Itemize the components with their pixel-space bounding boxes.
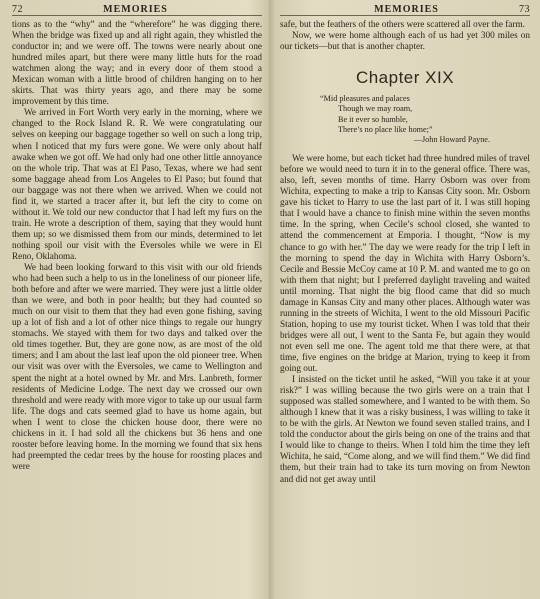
poem-line: “Mid pleasures and palaces <box>320 94 410 104</box>
paragraph: Now, we were home although each of us had yet 300 miles on our tickets—but that is another chapter. <box>280 30 530 52</box>
right-page-number: 73 <box>518 4 530 15</box>
poem-attribution: —John Howard Payne. <box>413 134 490 144</box>
paragraph: safe, but the feathers of the others were scattered all over the farm. <box>280 19 525 29</box>
paragraph: I insisted on the ticket until he asked, “Will you take it at your risk?” I was willing because the two girls were on a train that I supposed was stalled somewhere, and I wanted to be with them. So although I knew that it was a risky business, I was willing to take it to be with the girls. At Newton we found seven stalled trains, and I told the conductor about the girls being on one of the trains and that I would like to change to theirs. When I told him the time they left Wichita, he said, “Come along, and we will find them.” We did find them, but their train had to take its turn moving on from Newton and did not get away until <box>280 374 530 484</box>
poem-line: There’s no place like home;” <box>338 124 433 134</box>
right-running-head: MEMORIES <box>374 4 439 15</box>
paragraph: We were home, but each ticket had three hundred miles of travel before we would need to turn it in to the general office. There was, also, left, seven months of time. Harry Osborn was over from Wichita, expecting to make a trip to Kansas City soon. Mr. Osborn gave his ticket to Harry to use the last part of it. I was still hoping that I would have a chance to finish mine within the seven months time. In the spring, when Cecile’s school closed, she wanted to attend the commencement at Emporia. I thought, “Now is my chance to go with her.” The day we were ready for the trip I left in the morning to spend the day in Wichita with Harry Osborn’s. Cecile and Bessie McCoy came at 10 P. M. and wanted me to go on with them that night; but I preferred daylight traveling and waited until morning. That night the big flood came that did so much damage in Kansas City and many other places. Although water was running in the streets of Wichita, I went to the old Missouri Pacific Station, hoping to use my tourist ticket. When I was told that their bridges were all out, I went to the Santa Fe, but again they would not even sell me one. The agent told me that there were, at that time, five engines on the bridge at Marion, trying to keep it from going out. <box>280 153 530 374</box>
poem-line: Though we may roam, <box>338 104 413 114</box>
right-page <box>270 0 540 599</box>
left-running-head: MEMORIES <box>103 4 168 15</box>
chapter-heading: Chapter XIX <box>355 68 455 88</box>
paragraph: We had been looking forward to this visit with our old friends who had been such a help to us in the loneliness of our pioneer life, both before and after we were married. They were just a little older than we were, and both in poor health; but they had counted so much on our visit to them that they had even gone fishing, saving up a lot of fish and a lot of other nice things to regale our hungry stomachs. We stayed with them for two days and talked over the old times together. But, they are gone now, as are most of the old timers; and I am about the last leaf upon the old pioneer tree. When our visit was over with the Eversoles, we came to Wellington and spent the night at a hotel owned by Mr. and Mrs. Lanbreth, former residents of Medicine Lodge. The next day we crossed our own threshold and were ready with more vigor to take up our usual farm life. The dogs and cats seemed glad to have us home again, but when I went to close the chicken house door, there were no chickens in it. I had sold all the chickens but 36 hens and one rooster before leaving home. In the morning we found that six hens had preempted the cedar trees by the house for roosting places and were <box>12 262 262 471</box>
left-page-number: 72 <box>12 4 23 15</box>
paragraph: We arrived in Fort Worth very early in the morning, where we changed to the Rock Island R. R. We were congratulating our selves on keeping our baggage together so well on such a long trip, when I noticed that my furs were gone. We were only about half awake when we got off. We had only had one other little annoyance on the whole trip. That was at El Paso, Texas, where we had sent some baggage ahead from Los Angeles to El Paso; but found that our baggage was not there when we arrived. When we could not find it, we started a tracer after it, but left the city to come on without it. We told our new conductor that I had left my furs on the train. He wrote a description of them, saying that they would hunt them up; so we dismissed them from our minds, determined to let nothing spoil our visit with the Eversoles while we were in El Reno, Oklahoma. <box>12 107 262 261</box>
paragraph: tions as to the “why” and the “wherefore” he was digging there. When the bridge was fixed up and all right again, they whistled the conductor in; and we were off. The towns were nearly about one hundred miles apart, but there were many little huts for the road watchmen along the way; and in every door of them stood a Mexican woman with a little brood of children hanging on to her skirts. That was thirty years ago, and there may be some improvement by this time. <box>12 19 262 107</box>
poem-line: Be it ever so humble, <box>338 114 408 124</box>
left-page-header <box>12 2 262 16</box>
right-page-header <box>280 2 530 16</box>
epigraph-poem <box>320 94 530 145</box>
right-page-body <box>280 19 530 485</box>
left-page-body <box>12 19 262 472</box>
